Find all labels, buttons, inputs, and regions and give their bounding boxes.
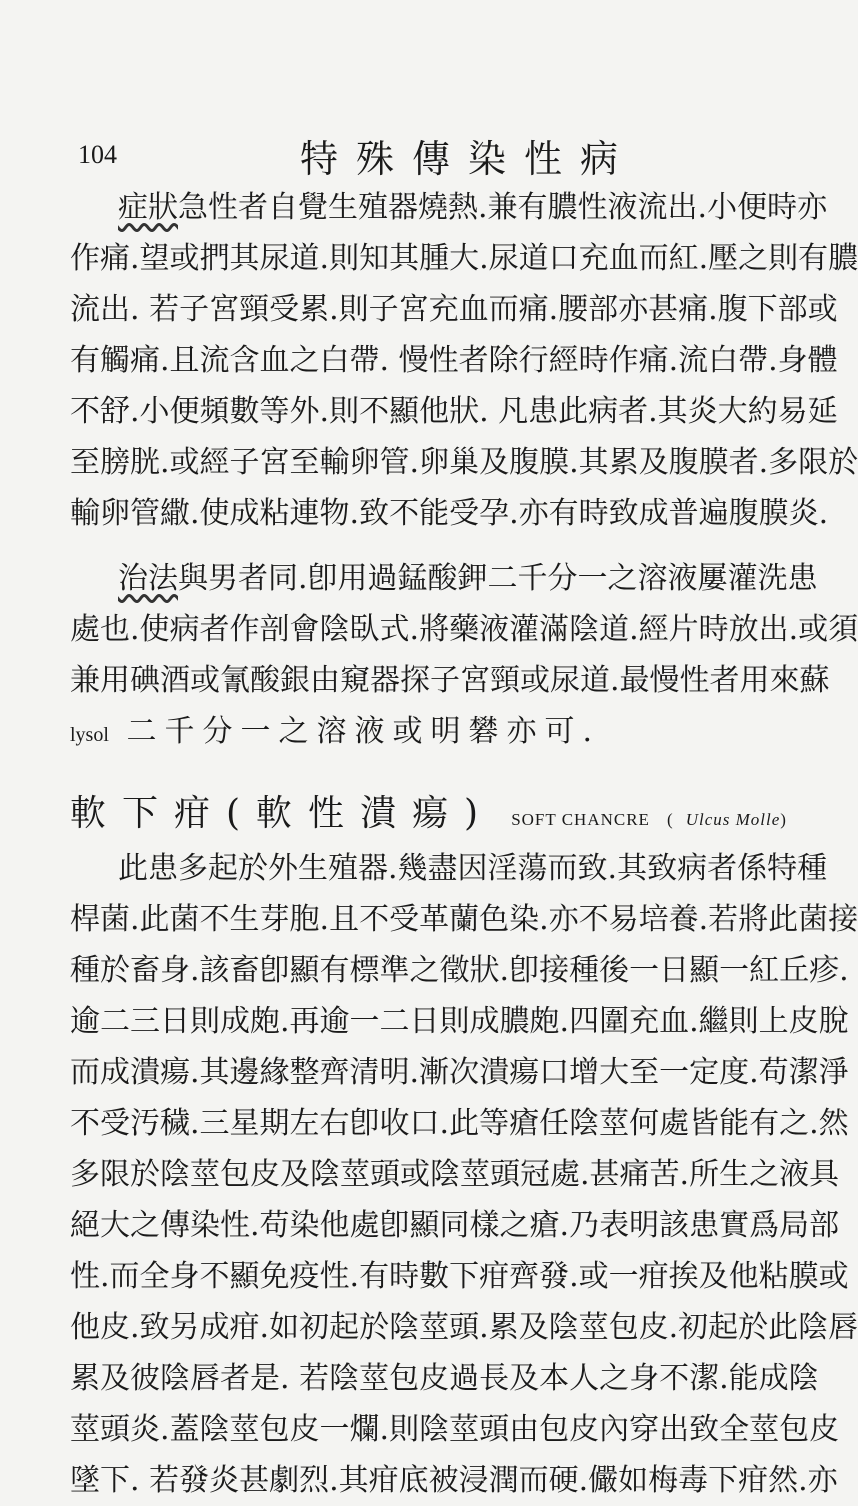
chancre-line: 而成潰瘍.其邊緣整齊清明.漸次潰瘍口增大至一定度.苟潔淨: [70, 1055, 849, 1090]
treatment-last-text: 二千分一之溶液或明礬亦可.: [126, 714, 600, 749]
treatment-marker: 治法: [118, 561, 178, 596]
symptoms-line: 至膀胱.或經子宮至輸卵管.卵巢及腹膜.其累及腹膜者.多限於: [70, 445, 858, 480]
chancre-line: 性.而全身不顯免疫性.有時數下疳齊發.或一疳挨及他粘膜或: [70, 1259, 849, 1294]
chancre-line: 墜下. 若發炎甚劇烈.其疳底被浸潤而硬.儼如梅毒下疳然.亦: [70, 1463, 838, 1498]
treatment-latin-word: lysol: [70, 724, 109, 746]
section-title-english: SOFT CHANCRE: [511, 810, 650, 829]
symptoms-line: [70, 182, 828, 233]
section-heading: [70, 785, 787, 843]
chancre-line: 莖頭炎.蓋陰莖包皮一爛.則陰莖頭由包皮內穿出致全莖包皮: [70, 1412, 840, 1447]
chancre-line: 累及彼陰唇者是. 若陰莖包皮過長及本人之身不潔.能成陰: [70, 1361, 819, 1396]
treatment-text: 與男者同.卽用過錳酸鉀二千分一之溶液屢灌洗患: [178, 561, 818, 596]
symptoms-line: 作痛.望或捫其尿道.則知其腫大.尿道口充血而紅.壓之則有膿: [70, 241, 858, 276]
chancre-line: 種於畜身.該畜卽顯有標準之徵狀.卽接種後一日顯一紅丘疹.: [70, 953, 849, 988]
section-title-latin-close: ): [780, 810, 787, 829]
running-title: 特殊傳染性病: [300, 137, 637, 181]
symptoms-marker: 症狀: [118, 190, 178, 225]
section-title-chinese: 軟下疳(軟性潰瘍): [70, 793, 495, 834]
chancre-line: 絕大之傳染性.苟染他處卽顯同樣之瘡.乃表明該患實爲局部: [70, 1208, 840, 1243]
section-title-latin-open: (: [667, 810, 674, 829]
treatment-line: 處也.使病者作剖會陰臥式.將藥液灌滿陰道.經片時放出.或須: [70, 612, 858, 647]
body-text: [70, 182, 858, 1506]
chancre-line: 此患多起於外生殖器.幾盡因淫蕩而致.其致病者係特種: [118, 851, 828, 886]
page-number: 104: [78, 140, 117, 169]
chancre-line: 逾二三日則成皰.再逾一二日則成膿皰.四圍充血.繼則上皮脫: [70, 1004, 849, 1039]
symptoms-line: 不舒.小便頻數等外.則不顯他狀. 凡患此病者.其炎大約易延: [70, 394, 838, 429]
symptoms-line: 流出. 若子宮頸受累.則子宮充血而痛.腰部亦甚痛.腹下部或: [70, 292, 838, 327]
chancre-line: 桿菌.此菌不生芽胞.且不受革蘭色染.亦不易培養.若將此菌接: [70, 902, 858, 937]
treatment-line: [70, 706, 776, 757]
symptoms-text: 急性者自覺生殖器燒熱.兼有膿性液流出.小便時亦: [178, 190, 828, 225]
chancre-line: 多限於陰莖包皮及陰莖頭或陰莖頭冠處.甚痛苦.所生之液具: [70, 1157, 840, 1192]
chancre-line: 他皮.致另成疳.如初起於陰莖頭.累及陰莖包皮.初起於此陰唇: [70, 1310, 858, 1345]
treatment-line: [70, 553, 818, 604]
section-title-latin: Ulcus Molle: [685, 810, 781, 829]
symptoms-line: 輸卵管繖.使成粘連物.致不能受孕.亦有時致成普遍腹膜炎.: [70, 496, 829, 531]
chancre-line: 不受汚穢.三星期左右卽收口.此等瘡任陰莖何處皆能有之.然: [70, 1106, 849, 1141]
symptoms-line: 有觸痛.且流含血之白帶. 慢性者除行經時作痛.流白帶.身體: [70, 343, 838, 378]
treatment-line: 兼用碘酒或氰酸銀由窺器探子宮頸或尿道.最慢性者用來蘇: [70, 663, 830, 698]
